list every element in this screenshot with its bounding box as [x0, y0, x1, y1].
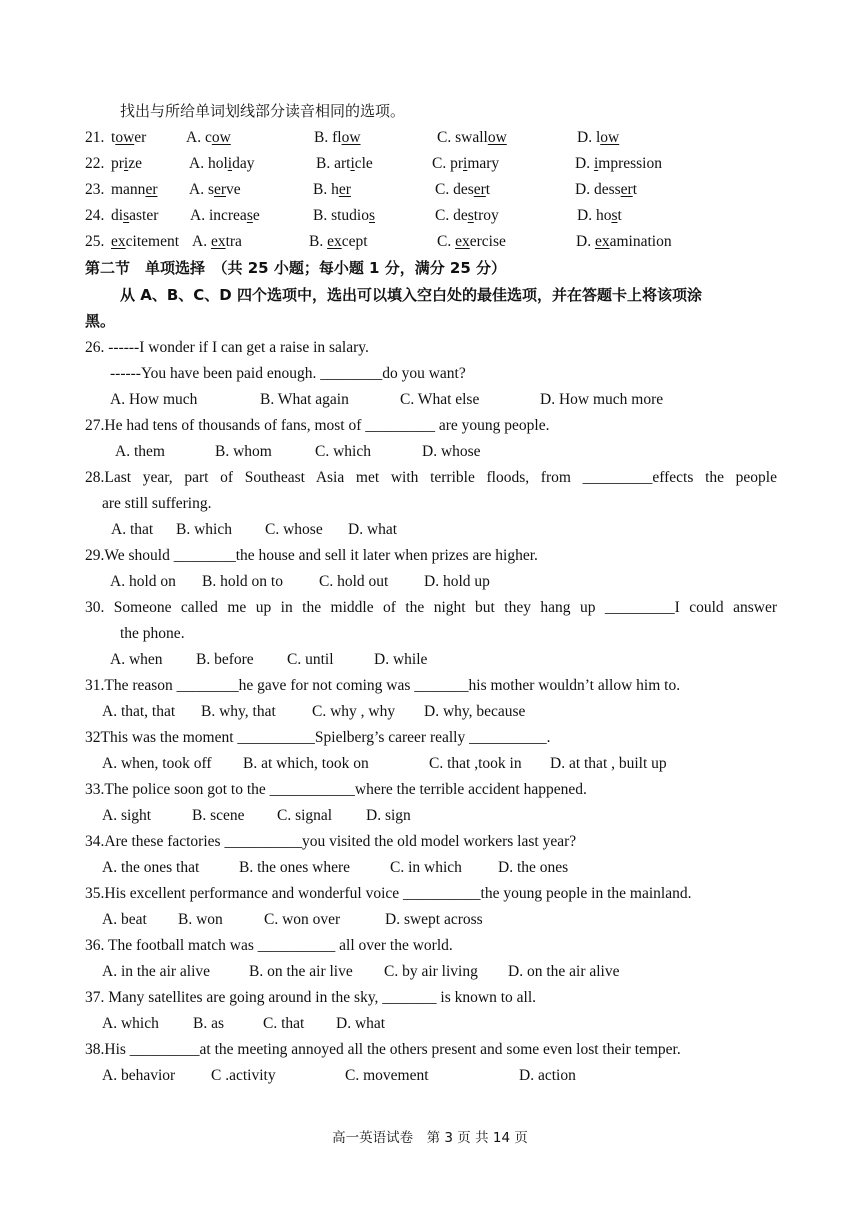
section-instruction: 从 A、B、C、D 四个选项中，选出可以填入空白处的最佳选项，并在答题卡上将该项涂 — [120, 286, 702, 304]
question-36: 36. The football match was __________ all over the world. — [85, 937, 453, 954]
option-b: B. scene — [192, 807, 245, 824]
option-b — [316, 154, 373, 174]
option-a — [192, 232, 242, 252]
option-c: C. whose — [265, 521, 323, 538]
option-c: C. which — [315, 443, 371, 460]
question-number: 22. — [85, 155, 105, 172]
option-a: A. that — [111, 521, 154, 538]
option-d: D. the ones — [498, 859, 569, 876]
word-part: citement — [125, 233, 180, 250]
option-c: C. until — [287, 651, 334, 668]
option-c — [432, 154, 499, 174]
option-c — [437, 232, 506, 252]
word-part: B. studio — [313, 207, 369, 224]
option-b: B. at which, took on — [243, 755, 369, 772]
word-part: B. — [309, 233, 328, 250]
underlined-letters: er — [473, 181, 486, 198]
underlined-letters: i — [463, 155, 468, 172]
option-d: D. what — [348, 521, 398, 538]
word-part: D. — [575, 155, 594, 172]
option-b: B. which — [176, 521, 232, 538]
question-32: 32This was the moment __________Spielberg’s career really __________. — [85, 729, 551, 746]
word-part: D. l — [577, 129, 601, 146]
option-a — [189, 154, 254, 174]
option-d — [575, 180, 637, 200]
option-a: A. sight — [102, 807, 152, 824]
word-part: pr — [111, 155, 124, 172]
option-d: D. what — [336, 1015, 386, 1032]
underlined-letters: ex — [455, 233, 470, 250]
option-d: D. whose — [422, 443, 481, 460]
section-heading: 第二节 单项选择 （共 25 小题；每小题 1 分，满分 25 分） — [85, 259, 507, 277]
option-d: D. swept across — [385, 911, 483, 928]
word-part: amination — [609, 233, 672, 250]
option-d: D. hold up — [424, 573, 490, 590]
word-part: A. increa — [190, 207, 247, 224]
underlined-letters: i — [227, 155, 233, 172]
option-b: B. won — [178, 911, 223, 928]
question-number: 23. — [85, 181, 105, 198]
word-part: C. pr — [432, 155, 463, 172]
option-c: C. hold out — [319, 573, 389, 590]
option-a: A. How much — [110, 391, 198, 408]
option-d: D. How much more — [540, 391, 664, 408]
page-footer: 高一英语试卷 第 3 页 共 14 页 — [332, 1130, 528, 1146]
word-part: mary — [467, 155, 500, 172]
given-word — [111, 206, 158, 226]
word-part: C. — [437, 233, 456, 250]
option-d — [575, 154, 662, 174]
underlined-letters: er — [620, 181, 633, 198]
word-part: cle — [354, 155, 373, 172]
word-part: er — [134, 129, 147, 146]
underlined-letters: ow — [341, 129, 361, 146]
word-part: day — [232, 155, 255, 172]
option-b: B. What again — [260, 391, 349, 408]
given-word — [111, 128, 146, 148]
question-35: 35.His excellent performance and wonderful voice __________the young people in the mainland. — [85, 885, 692, 902]
word-part: ze — [128, 155, 142, 172]
underlined-letters: ex — [327, 233, 342, 250]
question-29: 29.We should ________the house and sell it later when prizes are higher. — [85, 547, 538, 564]
option-a — [190, 206, 260, 226]
option-a: A. that, that — [102, 703, 176, 720]
option-c — [437, 128, 507, 148]
option-b: B. why, that — [201, 703, 276, 720]
word-part: mpression — [598, 155, 662, 172]
phonics-instruction: 找出与所给单词划线部分读音相同的选项。 — [120, 102, 406, 120]
question-34: 34.Are these factories __________you visited the old model workers last year? — [85, 833, 577, 850]
word-part: C. des — [435, 181, 474, 198]
question-30-cont: the phone. — [120, 625, 185, 642]
word-part: ercise — [469, 233, 506, 250]
word-part: di — [111, 207, 124, 224]
question-28-cont: are still suffering. — [102, 495, 212, 512]
option-a — [186, 128, 231, 148]
option-c: C. why , why — [312, 703, 396, 720]
word-part: B. fl — [314, 129, 342, 146]
underlined-letters: s — [467, 207, 474, 224]
option-b: B. the ones where — [239, 859, 351, 876]
question-26-prompt: 26. ------I wonder if I can get a raise in salary. — [85, 339, 369, 356]
underlined-letters: i — [123, 155, 129, 172]
underlined-letters: s — [246, 207, 253, 224]
word-part: D. — [576, 233, 595, 250]
word-part: A. hol — [189, 155, 228, 172]
option-b: B. whom — [215, 443, 272, 460]
word-part: tra — [225, 233, 242, 250]
option-d: D. sign — [366, 807, 411, 824]
underlined-letters: i — [350, 155, 355, 172]
underlined-letters: ow — [600, 129, 620, 146]
given-word — [111, 232, 179, 252]
option-c: C. signal — [277, 807, 333, 824]
option-d: D. why, because — [424, 703, 526, 720]
option-a: A. beat — [102, 911, 147, 928]
underlined-letters: s — [368, 207, 376, 224]
underlined-letters: er — [338, 181, 351, 198]
word-part: C. de — [435, 207, 468, 224]
underlined-letters: ex — [594, 233, 610, 250]
option-b — [313, 206, 375, 226]
option-d: D. at that , built up — [550, 755, 667, 772]
option-d: D. on the air alive — [508, 963, 620, 980]
word-part: t — [632, 181, 637, 198]
option-c: C. that — [263, 1015, 305, 1032]
option-a: A. them — [115, 443, 165, 460]
option-a: A. which — [102, 1015, 159, 1032]
question-38: 38.His _________at the meeting annoyed all the others present and some even lost their temper. — [85, 1041, 681, 1058]
question-33: 33.The police soon got to the ___________where the terrible accident happened. — [85, 781, 587, 798]
option-b — [314, 128, 361, 148]
word-part: C. swall — [437, 129, 488, 146]
word-part: t — [485, 181, 491, 198]
question-26-reply: ------You have been paid enough. ________do you want? — [110, 365, 466, 382]
option-b — [313, 180, 351, 200]
option-a: A. hold on — [110, 573, 176, 590]
word-part: A. s — [189, 181, 214, 198]
word-part: t — [617, 207, 622, 224]
word-part: aster — [129, 207, 159, 224]
option-c: C. won over — [264, 911, 341, 928]
word-part: A. — [192, 233, 211, 250]
option-d: D. action — [519, 1067, 576, 1084]
underlined-letters: s — [611, 207, 618, 224]
underlined-letters: ex — [111, 233, 126, 250]
question-27: 27.He had tens of thousands of fans, most of _________ are young people. — [85, 417, 550, 434]
word-part: ve — [226, 181, 241, 198]
option-b: B. as — [193, 1015, 224, 1032]
option-b: C .activity — [211, 1067, 276, 1084]
option-c: C. in which — [390, 859, 462, 876]
underlined-letters: i — [593, 155, 599, 172]
option-d — [577, 128, 619, 148]
option-b: B. hold on to — [202, 573, 283, 590]
word-part: e — [252, 207, 260, 224]
word-part: cept — [341, 233, 368, 250]
underlined-letters: er — [145, 181, 158, 198]
question-31: 31.The reason ________he gave for not coming was _______his mother wouldn’t allow him to. — [85, 677, 681, 694]
word-part: troy — [473, 207, 499, 224]
option-c — [435, 206, 499, 226]
option-c: C. by air living — [384, 963, 478, 980]
word-part: A. c — [186, 129, 212, 146]
option-c — [435, 180, 490, 200]
underlined-letters: ow — [487, 129, 507, 146]
underlined-letters: er — [213, 181, 227, 198]
given-word — [111, 180, 157, 200]
option-c: C. that ,took in — [429, 755, 522, 772]
question-number: 25. — [85, 233, 105, 250]
word-part: B. h — [313, 181, 339, 198]
section-instruction-cont: 黑。 — [85, 312, 116, 330]
option-b: B. before — [196, 651, 254, 668]
word-part: t — [111, 129, 116, 146]
underlined-letters: s — [123, 207, 130, 224]
word-part: B. art — [316, 155, 351, 172]
question-number: 21. — [85, 129, 105, 146]
underlined-letters: ow — [115, 129, 135, 146]
word-part: D. dess — [575, 181, 621, 198]
option-a: A. when — [110, 651, 163, 668]
given-word — [111, 154, 142, 174]
option-b — [309, 232, 368, 252]
option-b: B. on the air live — [249, 963, 353, 980]
option-a: A. when, took off — [102, 755, 212, 772]
option-a — [189, 180, 241, 200]
question-number: 24. — [85, 207, 105, 224]
option-c: C. What else — [400, 391, 480, 408]
underlined-letters: ex — [210, 233, 226, 250]
option-a: A. the ones that — [102, 859, 200, 876]
word-part: D. ho — [577, 207, 612, 224]
option-a: A. behavior — [102, 1067, 176, 1084]
word-part: mann — [111, 181, 146, 198]
question-28: 28.Last year, part of Southeast Asia met with terrible floods, from _________effects the people — [85, 469, 777, 486]
underlined-letters: ow — [211, 129, 231, 146]
option-c: C. movement — [345, 1067, 429, 1084]
option-a: A. in the air alive — [102, 963, 211, 980]
question-37: 37. Many satellites are going around in the sky, _______ is known to all. — [85, 989, 537, 1006]
option-d — [576, 232, 672, 252]
option-d — [577, 206, 622, 226]
question-30: 30. Someone called me up in the middle of the night but they hang up _________I could answer — [85, 599, 777, 616]
option-d: D. while — [374, 651, 428, 668]
